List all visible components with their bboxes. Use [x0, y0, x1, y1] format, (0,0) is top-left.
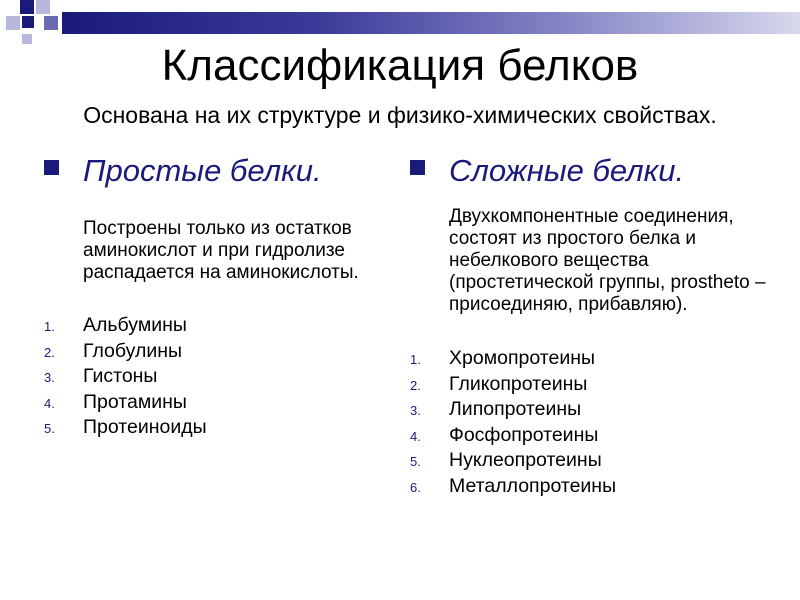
list-number: 3.	[44, 370, 55, 386]
list-item-label: Липопротеины	[449, 398, 582, 421]
decor-square	[6, 16, 20, 30]
list-item-label: Нуклеопротеины	[449, 449, 602, 472]
complex-proteins-heading: Сложные белки.	[449, 153, 685, 188]
list-item-label: Гистоны	[83, 365, 158, 388]
list-number: 2.	[44, 344, 55, 360]
simple-proteins-heading: Простые белки.	[83, 153, 322, 188]
list-number: 5.	[44, 421, 55, 437]
list-number: 4.	[410, 428, 421, 444]
list-item-label: Протеиноиды	[83, 416, 207, 439]
list-item	[44, 365, 374, 391]
decor-square	[44, 16, 58, 30]
list-item	[410, 373, 790, 399]
list-item-label: Альбумины	[83, 314, 187, 336]
list-number: 5.	[410, 454, 421, 470]
list-item	[410, 398, 790, 424]
list-item	[410, 347, 790, 373]
simple-proteins-section	[44, 152, 374, 442]
list-number: 1.	[44, 319, 55, 334]
list-item-label: Хромопротеины	[449, 347, 596, 369]
list-item-label: Протамины	[83, 390, 187, 413]
list-item	[410, 475, 790, 501]
decor-square	[36, 0, 50, 14]
simple-proteins-list	[44, 314, 374, 442]
simple-proteins-description: Построены только из остатков аминокислот и при гидролизе распадается на аминокислоты.	[83, 218, 359, 283]
square-bullet-icon	[410, 160, 425, 175]
simple-proteins-heading-row	[44, 152, 374, 190]
page-subtitle: Основана на их структуре и физико-химических свойствах.	[83, 102, 717, 128]
list-item-label: Глобулины	[83, 339, 183, 362]
decor-square	[22, 16, 34, 28]
list-item	[410, 449, 790, 475]
square-bullet-icon	[44, 160, 59, 175]
list-item	[44, 314, 374, 340]
list-item	[44, 391, 374, 417]
list-item-label: Металлопротеины	[449, 474, 617, 497]
list-item	[410, 424, 790, 450]
page-title: Классификация белков	[161, 41, 639, 90]
complex-proteins-heading-row	[410, 152, 790, 190]
list-number: 4.	[44, 395, 55, 411]
complex-proteins-description: Двухкомпонентные соединения, состоят из простого белка и небелкового вещества (простетической группы, prostheto – присоединяю, прибавляю).	[449, 206, 766, 315]
header-gradient-bar	[62, 12, 800, 34]
complex-proteins-section	[410, 152, 790, 501]
list-number: 6.	[410, 479, 421, 495]
complex-proteins-list	[410, 347, 790, 501]
list-number: 2.	[410, 377, 421, 393]
list-number: 3.	[410, 403, 421, 419]
list-item-label: Гликопротеины	[449, 372, 588, 395]
list-item	[44, 340, 374, 366]
decor-square	[20, 0, 34, 14]
list-item-label: Фосфопротеины	[449, 423, 599, 446]
list-item	[44, 416, 374, 442]
list-number: 1.	[410, 352, 421, 367]
